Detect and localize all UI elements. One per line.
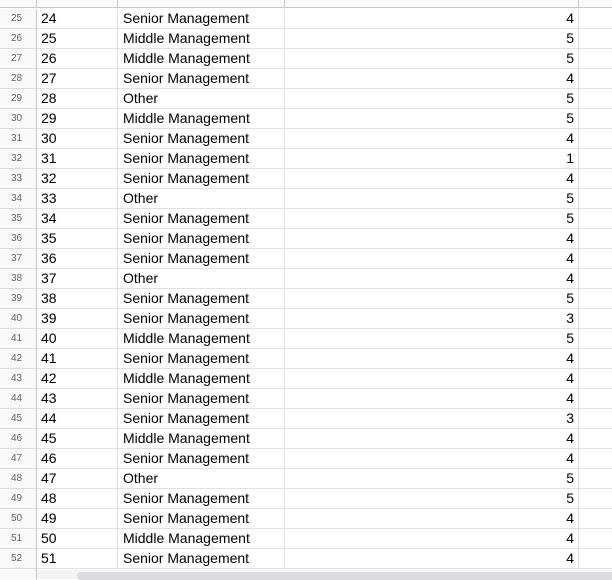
row-number-header[interactable]: 39: [0, 289, 37, 309]
cell-empty[interactable]: [579, 129, 612, 149]
table-row: [0, 229, 612, 249]
cell-empty[interactable]: [579, 429, 612, 449]
cell-role[interactable]: Senior Management: [118, 409, 285, 429]
table-row: [0, 529, 612, 549]
column-header-a[interactable]: [37, 0, 118, 8]
table-row: [0, 369, 612, 389]
cell-role[interactable]: Senior Management: [118, 549, 285, 569]
table-row: [0, 409, 612, 429]
cell-empty[interactable]: [579, 49, 612, 69]
cell-id[interactable]: 43: [37, 389, 118, 409]
rows-container: [0, 9, 612, 569]
cell-empty[interactable]: [579, 369, 612, 389]
cell-id[interactable]: 29: [37, 109, 118, 129]
cell-role[interactable]: Other: [118, 469, 285, 489]
cell-role[interactable]: Senior Management: [118, 249, 285, 269]
row-number-header[interactable]: 29: [0, 89, 37, 109]
row-number-header[interactable]: 37: [0, 249, 37, 269]
cell-id[interactable]: 42: [37, 369, 118, 389]
cell-empty[interactable]: [579, 449, 612, 469]
cell-id[interactable]: 51: [37, 549, 118, 569]
row-number-header[interactable]: 26: [0, 29, 37, 49]
table-row: [0, 189, 612, 209]
table-row: [0, 469, 612, 489]
cell-score[interactable]: 4: [285, 9, 579, 29]
row-number-header[interactable]: 28: [0, 69, 37, 89]
row-number-header[interactable]: 35: [0, 209, 37, 229]
cell-score[interactable]: 4: [285, 449, 579, 469]
cell-role[interactable]: Middle Management: [118, 49, 285, 69]
cell-id[interactable]: 46: [37, 449, 118, 469]
cell-id[interactable]: 39: [37, 309, 118, 329]
cell-role[interactable]: Senior Management: [118, 509, 285, 529]
row-number-header[interactable]: 52: [0, 549, 37, 569]
row-number-header[interactable]: 46: [0, 429, 37, 449]
cell-score[interactable]: 3: [285, 409, 579, 429]
column-header-b[interactable]: [118, 0, 285, 8]
cell-empty[interactable]: [579, 189, 612, 209]
cell-empty[interactable]: [579, 349, 612, 369]
row-number-header[interactable]: 44: [0, 389, 37, 409]
row-number-header[interactable]: 47: [0, 449, 37, 469]
cell-score[interactable]: 4: [285, 529, 579, 549]
row-number-header[interactable]: 38: [0, 269, 37, 289]
cell-empty[interactable]: [579, 289, 612, 309]
cell-score[interactable]: 4: [285, 129, 579, 149]
table-row: [0, 509, 612, 529]
cell-empty[interactable]: [579, 109, 612, 129]
row-number-header[interactable]: 30: [0, 109, 37, 129]
cell-score[interactable]: 5: [285, 49, 579, 69]
cell-role[interactable]: Senior Management: [118, 229, 285, 249]
table-row: [0, 109, 612, 129]
cell-score[interactable]: 5: [285, 469, 579, 489]
cell-role[interactable]: Senior Management: [118, 9, 285, 29]
cell-score[interactable]: 5: [285, 89, 579, 109]
cell-empty[interactable]: [579, 309, 612, 329]
table-row: [0, 129, 612, 149]
cell-empty[interactable]: [579, 509, 612, 529]
cell-role[interactable]: Senior Management: [118, 309, 285, 329]
row-number-header[interactable]: 27: [0, 49, 37, 69]
cell-role[interactable]: Senior Management: [118, 389, 285, 409]
table-row: [0, 69, 612, 89]
cell-score[interactable]: 4: [285, 389, 579, 409]
cell-id[interactable]: 40: [37, 329, 118, 349]
table-row: [0, 429, 612, 449]
table-row: [0, 489, 612, 509]
row-number-header[interactable]: 45: [0, 409, 37, 429]
cell-empty[interactable]: [579, 89, 612, 109]
cell-score[interactable]: 1: [285, 149, 579, 169]
cell-score[interactable]: 4: [285, 269, 579, 289]
cell-id[interactable]: 28: [37, 89, 118, 109]
cell-role[interactable]: Senior Management: [118, 129, 285, 149]
cell-id[interactable]: 34: [37, 209, 118, 229]
cell-score[interactable]: 4: [285, 349, 579, 369]
cell-id[interactable]: 48: [37, 489, 118, 509]
table-row: [0, 329, 612, 349]
row-number-header[interactable]: 34: [0, 189, 37, 209]
table-row: [0, 269, 612, 289]
cell-id[interactable]: 24: [37, 9, 118, 29]
cell-role[interactable]: Senior Management: [118, 449, 285, 469]
cell-id[interactable]: 44: [37, 409, 118, 429]
row-number-header[interactable]: 25: [0, 9, 37, 29]
cell-score[interactable]: 5: [285, 329, 579, 349]
column-header-strip: [0, 0, 612, 8]
cell-score[interactable]: 5: [285, 109, 579, 129]
cell-role[interactable]: Middle Management: [118, 329, 285, 349]
cell-score[interactable]: 4: [285, 429, 579, 449]
row-number-header[interactable]: 33: [0, 169, 37, 189]
bottom-gutter: [0, 569, 612, 580]
cell-id[interactable]: 32: [37, 169, 118, 189]
cell-id[interactable]: 47: [37, 469, 118, 489]
cell-empty[interactable]: [579, 29, 612, 49]
cell-role[interactable]: Senior Management: [118, 489, 285, 509]
cell-score[interactable]: 4: [285, 229, 579, 249]
table-row: [0, 389, 612, 409]
table-row: [0, 9, 612, 29]
cell-score[interactable]: 5: [285, 489, 579, 509]
cell-role[interactable]: Middle Management: [118, 109, 285, 129]
horizontal-scrollbar-track[interactable]: [37, 570, 612, 579]
horizontal-scrollbar-thumb[interactable]: [77, 572, 612, 580]
cell-role[interactable]: Senior Management: [118, 149, 285, 169]
row-number-header[interactable]: 49: [0, 489, 37, 509]
cell-role[interactable]: Senior Management: [118, 169, 285, 189]
table-row: [0, 349, 612, 369]
cell-id[interactable]: 35: [37, 229, 118, 249]
table-row: [0, 49, 612, 69]
cell-id[interactable]: 41: [37, 349, 118, 369]
cell-id[interactable]: 49: [37, 509, 118, 529]
table-row: [0, 29, 612, 49]
cell-id[interactable]: 38: [37, 289, 118, 309]
cell-id[interactable]: 25: [37, 29, 118, 49]
row-number-header[interactable]: 43: [0, 369, 37, 389]
cell-id[interactable]: 33: [37, 189, 118, 209]
table-row: [0, 549, 612, 569]
row-number-header[interactable]: 32: [0, 149, 37, 169]
row-number-header[interactable]: 50: [0, 509, 37, 529]
cell-empty[interactable]: [579, 9, 612, 29]
cell-empty[interactable]: [579, 229, 612, 249]
cell-role[interactable]: Middle Management: [118, 429, 285, 449]
cell-empty[interactable]: [579, 169, 612, 189]
cell-score[interactable]: 4: [285, 549, 579, 569]
cell-role[interactable]: Senior Management: [118, 349, 285, 369]
cell-empty[interactable]: [579, 409, 612, 429]
row-number-header[interactable]: 41: [0, 329, 37, 349]
cell-id[interactable]: 36: [37, 249, 118, 269]
table-row: [0, 169, 612, 189]
cell-id[interactable]: 27: [37, 69, 118, 89]
cell-empty[interactable]: [579, 269, 612, 289]
table-row: [0, 149, 612, 169]
cell-score[interactable]: 4: [285, 169, 579, 189]
row-header-tail: [0, 569, 37, 580]
cell-id[interactable]: 31: [37, 149, 118, 169]
cell-id[interactable]: 45: [37, 429, 118, 449]
row-number-header[interactable]: 48: [0, 469, 37, 489]
table-row: [0, 89, 612, 109]
column-header-c[interactable]: [285, 0, 579, 8]
row-number-header[interactable]: 31: [0, 129, 37, 149]
cell-score[interactable]: 5: [285, 189, 579, 209]
cell-empty[interactable]: [579, 69, 612, 89]
cell-role[interactable]: Other: [118, 189, 285, 209]
column-header-d[interactable]: [579, 0, 612, 8]
cell-empty[interactable]: [579, 389, 612, 409]
cell-id[interactable]: 26: [37, 49, 118, 69]
table-row: [0, 289, 612, 309]
cell-role[interactable]: Other: [118, 89, 285, 109]
row-number-header[interactable]: 36: [0, 229, 37, 249]
cell-empty[interactable]: [579, 529, 612, 549]
cell-role[interactable]: Other: [118, 269, 285, 289]
cell-empty[interactable]: [579, 489, 612, 509]
cell-role[interactable]: Middle Management: [118, 369, 285, 389]
table-row: [0, 449, 612, 469]
cell-empty[interactable]: [579, 249, 612, 269]
cell-id[interactable]: 37: [37, 269, 118, 289]
cell-empty[interactable]: [579, 209, 612, 229]
cell-score[interactable]: 5: [285, 29, 579, 49]
cell-role[interactable]: Senior Management: [118, 289, 285, 309]
cell-score[interactable]: 4: [285, 249, 579, 269]
row-number-header[interactable]: 51: [0, 529, 37, 549]
row-number-header[interactable]: 40: [0, 309, 37, 329]
select-all-corner[interactable]: [0, 0, 37, 8]
cell-score[interactable]: 4: [285, 69, 579, 89]
cell-score[interactable]: 3: [285, 309, 579, 329]
cell-empty[interactable]: [579, 149, 612, 169]
cell-role[interactable]: Middle Management: [118, 29, 285, 49]
cell-role[interactable]: Middle Management: [118, 529, 285, 549]
cell-id[interactable]: 50: [37, 529, 118, 549]
cell-empty[interactable]: [579, 549, 612, 569]
cell-score[interactable]: 5: [285, 289, 579, 309]
cell-role[interactable]: Senior Management: [118, 209, 285, 229]
table-row: [0, 309, 612, 329]
cell-id[interactable]: 30: [37, 129, 118, 149]
cell-score[interactable]: 4: [285, 369, 579, 389]
table-row: [0, 249, 612, 269]
row-number-header[interactable]: 42: [0, 349, 37, 369]
cell-empty[interactable]: [579, 469, 612, 489]
cell-empty[interactable]: [579, 329, 612, 349]
cell-score[interactable]: 5: [285, 209, 579, 229]
cell-role[interactable]: Senior Management: [118, 69, 285, 89]
table-row: [0, 209, 612, 229]
cell-score[interactable]: 4: [285, 509, 579, 529]
